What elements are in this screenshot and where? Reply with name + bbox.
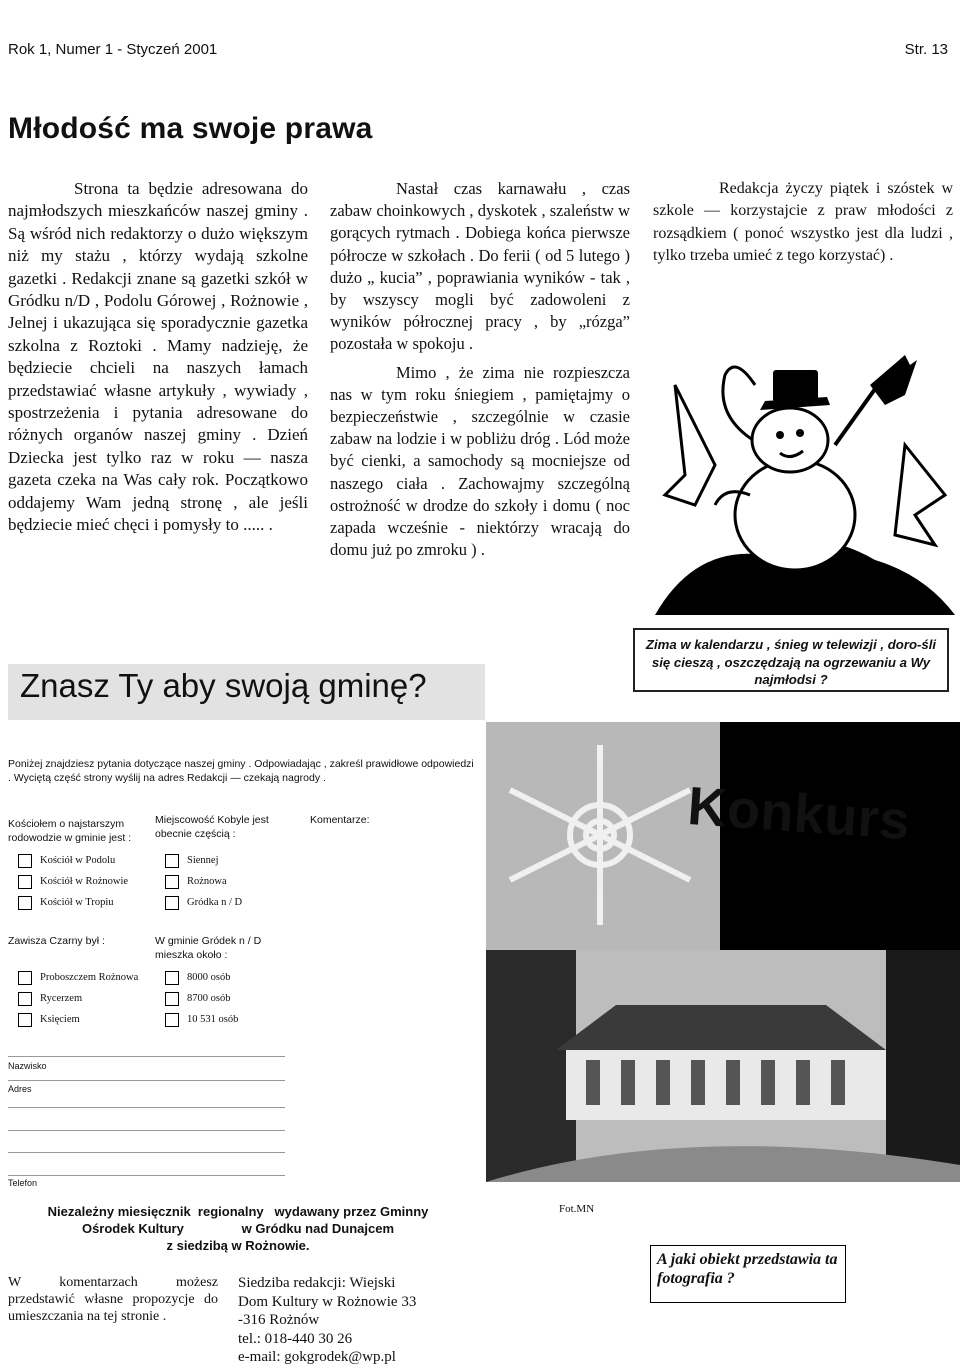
publisher-info bbox=[3, 1203, 473, 1259]
address-line: tel.: 018-440 30 26 bbox=[238, 1330, 353, 1347]
answer-option[interactable]: Siennej bbox=[165, 850, 242, 871]
form-line bbox=[8, 1107, 285, 1108]
checkbox[interactable] bbox=[165, 896, 179, 910]
question-label: W gminie Gródek n / D mieszka około : bbox=[155, 935, 262, 961]
issue-info: Rok 1, Numer 1 - Styczeń 2001 bbox=[8, 41, 218, 58]
publisher-line: Ośrodek Kultury w Gródku nad Dunajcem bbox=[81, 1221, 395, 1236]
question-1-options bbox=[18, 850, 128, 913]
paragraph: Nastał czas karnawału , czas zabaw choinkowych , dyskotek , szaleństw w gorących rytmach . Dobiega końca pierwsze półrocze w szkołach . Do ferii ( od 5 lutego ) dużo „ kucia” , poprawiania wyników - tak , by wszyscy mogli być zadowoleni z wyników półrocznej pracy , by „rózga” pozostała w spokoju . bbox=[330, 179, 630, 354]
question-3-options bbox=[18, 967, 138, 1030]
winter-callout: Zima w kalendarzu , śnieg w telewizji , doro-śli się cieszą , oszczędzają na ogrzewaniu a Wy najmłodsi ? bbox=[633, 628, 949, 692]
photo-question: A jaki obiekt przedstawia ta fotografia ? bbox=[650, 1245, 846, 1303]
email-link[interactable]: e-mail: gokgrodek@wp.pl bbox=[238, 1349, 396, 1365]
form-line bbox=[8, 1175, 285, 1176]
paragraph: Strona ta będzie adresowana do najmłodszych mieszkańców naszej gminy . Są wśród nich redaktorzy o dużo większym niż my stażu , którzy wydają szkolne gazetki . Redakcji znane są gazetki szkół w Gródku n/D , Podolu Górowej , Rożnowie , Jelnej i ukazująca się sporadycznie gazetka szkolna z Roztoki . Mamy nadzieję, że będziecie chcieli na naszych łamach przedstawiać własne artykuły , wywiady , spostrzeżenia i pytania adresowane do różnych organów naszej gminy . Dzień Dziecka jest tylko raz w roku — nasza gazeta czeka na Was cały rok. Początkowo oddajemy Wam jedną stronę , ale jeśli będziecie mieć chęci i pomysły to ..... . bbox=[8, 179, 308, 535]
checkbox[interactable] bbox=[165, 1013, 179, 1027]
comments-label: Komentarze: bbox=[310, 814, 370, 826]
answer-option[interactable]: 8700 osób bbox=[165, 988, 238, 1009]
question-label: Kościołem o najstarszym rodowodzie w gminie jest : bbox=[8, 818, 132, 844]
checkbox[interactable] bbox=[165, 854, 179, 868]
phone-field[interactable]: Telefon bbox=[8, 1178, 38, 1188]
answer-option[interactable]: Kościół w Podolu bbox=[18, 850, 128, 871]
answer-option[interactable]: 10 531 osób bbox=[165, 1009, 238, 1030]
article-column-1 bbox=[8, 178, 308, 537]
form-line bbox=[8, 1130, 285, 1131]
address-line: Dom Kultury w Rożnowie 33 bbox=[238, 1293, 417, 1310]
quiz-intro: Poniżej znajdziesz pytania dotyczące naszej gminy . Odpowiadając , zakreśl prawidłowe odpowiedzi . Wyciętą część strony wyślij na adres Redakcji — czekają nagrody . bbox=[8, 758, 474, 784]
checkbox[interactable] bbox=[18, 896, 32, 910]
question-4-options bbox=[165, 967, 238, 1030]
quiz-heading: Znasz Ty aby swoją gminę? bbox=[20, 667, 427, 704]
snowman-illustration bbox=[655, 345, 955, 615]
checkbox[interactable] bbox=[18, 971, 32, 985]
publisher-line: Niezależny miesięcznik regionalny wydawany przez Gminny bbox=[47, 1204, 429, 1219]
answer-option[interactable]: Kościół w Tropiu bbox=[18, 892, 128, 913]
checkbox[interactable] bbox=[18, 992, 32, 1006]
checkbox[interactable] bbox=[18, 875, 32, 889]
form-line bbox=[8, 1080, 285, 1081]
editorial-address bbox=[238, 1274, 478, 1367]
checkbox[interactable] bbox=[18, 1013, 32, 1027]
address-field[interactable]: Adres bbox=[8, 1084, 32, 1094]
checkbox[interactable] bbox=[165, 875, 179, 889]
answer-option[interactable]: 8000 osób bbox=[165, 967, 238, 988]
article-column-2 bbox=[330, 178, 630, 561]
building-photo bbox=[486, 950, 960, 1182]
checkbox[interactable] bbox=[18, 854, 32, 868]
page-number: Str. 13 bbox=[904, 41, 948, 58]
answer-option[interactable]: Rycerzem bbox=[18, 988, 138, 1009]
form-line bbox=[8, 1152, 285, 1153]
paragraph: Mimo , że zima nie rozpieszcza nas w tym roku śniegiem , pamiętajmy o bezpieczeństwie , szczególnie w czasie zabaw na lodzie i w pobliżu dróg . Lód może być cienki, a samochody są mocniejsze od naszego ciała . Zachowajmy szczególną ostrożność w drodze do szkoły i domu ( noc zapada wcześnie - niektórzy wracają do domu już po zmroku ) . bbox=[330, 362, 630, 560]
address-line: Siedziba redakcji: Wiejski bbox=[238, 1275, 396, 1291]
answer-option[interactable]: Kościół w Rożnowie bbox=[18, 871, 128, 892]
answer-option[interactable]: Rożnowa bbox=[165, 871, 242, 892]
address-line: -316 Rożnów bbox=[238, 1312, 320, 1328]
answer-option[interactable]: Księciem bbox=[18, 1009, 138, 1030]
form-line bbox=[8, 1056, 285, 1057]
answer-option[interactable]: Proboszczem Rożnowa bbox=[18, 967, 138, 988]
checkbox[interactable] bbox=[165, 992, 179, 1006]
answer-option[interactable]: Gródka n / D bbox=[165, 892, 242, 913]
contest-title: Konkurs bbox=[685, 775, 912, 852]
article-column-3 bbox=[653, 178, 953, 267]
name-field[interactable]: Nazwisko bbox=[8, 1061, 47, 1071]
paragraph: Redakcja życzy piątek i szóstek w szkole — korzystajcie z praw młodości z rozsądkiem ( ponoć wszystko jest dla ludzi , tylko trzeba umieć z tego korzystać) . bbox=[653, 180, 953, 264]
question-label: Zawisza Czarny był : bbox=[8, 935, 105, 947]
question-label: Miejscowość Kobyle jest obecnie częścią : bbox=[155, 814, 269, 840]
page-title: Młodość ma swoje prawa bbox=[8, 112, 373, 145]
snowflake-icon bbox=[490, 735, 710, 935]
comments-note: W komentarzach możesz przedstawić własne propozycje do umieszczania na tej stronie . bbox=[8, 1275, 218, 1324]
publisher-line: z siedzibą w Rożnowie. bbox=[166, 1238, 310, 1253]
photo-credit: Fot.MN bbox=[559, 1203, 595, 1215]
checkbox[interactable] bbox=[165, 971, 179, 985]
question-2-options bbox=[165, 850, 242, 913]
